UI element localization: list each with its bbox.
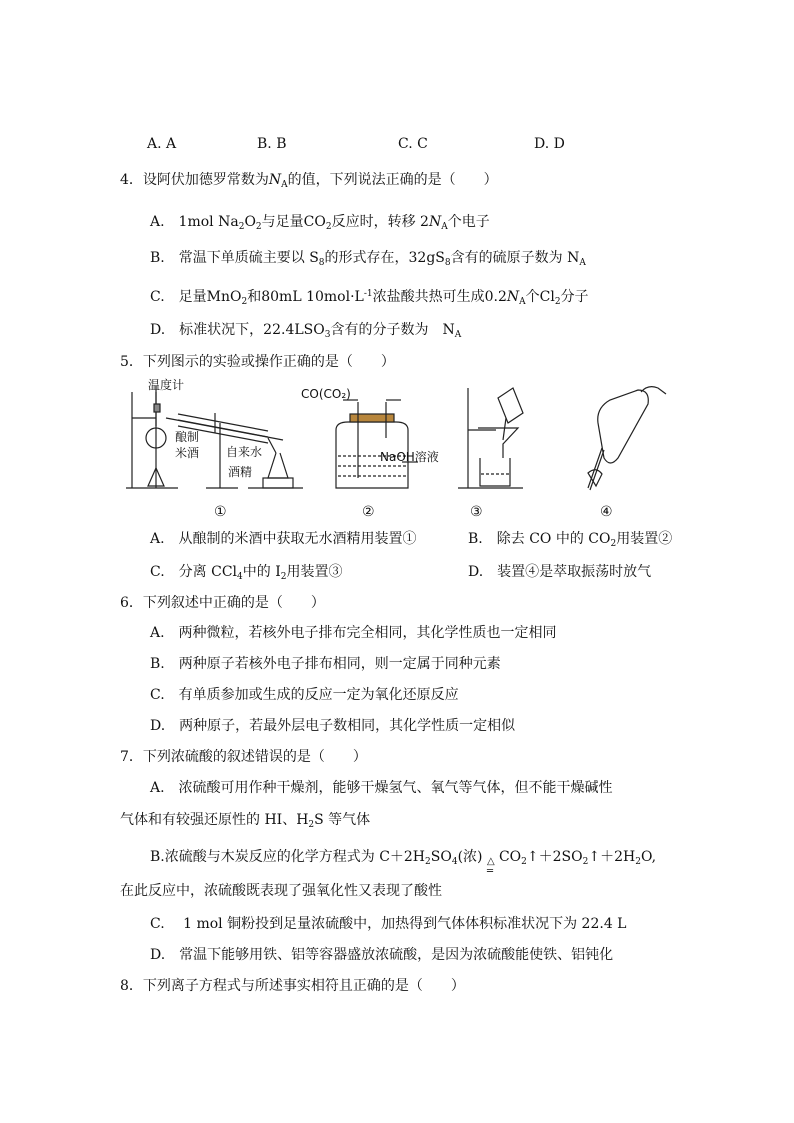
q4-option-d: D. 标准状况下，$22.4LSO_3$含有的分子数为 $N_A$: [150, 322, 462, 340]
q5-apparatus-figure: [118, 378, 688, 520]
label-fig-1: ①: [214, 504, 227, 520]
label-fig-4: ④: [600, 504, 613, 520]
q6-option-c: C. 有单质参加或生成的反应一定为氧化还原反应: [150, 687, 459, 703]
equals-symbol: ═: [486, 866, 493, 877]
q5-option-d: D. 装置④是萃取振荡时放气: [468, 564, 652, 580]
q6-option-b: B. 两种原子若核外电子排布相同，则一定属于同种元素: [150, 656, 501, 672]
label-gas: CO(CO₂): [301, 387, 351, 401]
label-ricewine-2: 米酒: [175, 446, 200, 460]
q3-option-c: C. C: [398, 136, 428, 152]
q4-option-a: A. 1mol $Na_2O_2$与足量$CO_2$反应时，转移 $2N_A$个电子: [150, 214, 490, 232]
q5-stem: 5．下列图示的实验或操作正确的是（ ）: [120, 354, 395, 370]
q4-option-c: C. 足量MnO$_2$和80mL $10mol\cdot L^{-1}$浓盐酸共热可生成$0.2N_A$个$Cl_2$分子: [150, 289, 589, 307]
label-fig-2: ②: [362, 504, 375, 520]
q7-option-b-line2: 在此反应中，浓硫酸既表现了强氧化性又表现了酸性: [120, 883, 442, 899]
q5-option-a: A. 从酿制的米酒中获取无水酒精用装置①: [150, 531, 417, 547]
q6-stem: 6．下列叙述中正确的是（ ）: [120, 595, 325, 611]
label-naoh: NaOH溶液: [380, 450, 439, 464]
q8-stem: 8．下列离子方程式与所述事实相符且正确的是（ ）: [120, 978, 465, 994]
label-tapwater: 自来水: [226, 445, 263, 459]
q6-option-a: A. 两种微粒，若核外电子排布完全相同，其化学性质也一定相同: [150, 625, 557, 641]
q7-option-a-line1: A. 浓硫酸可用作种干燥剂，能够干燥氢气、氧气等气体，但不能干燥碱性: [150, 780, 613, 796]
q7-option-b: B.浓硫酸与木炭反应的化学方程式为 $C+2H_2SO_4$(浓) △ ═ $CO_2↑+2SO_2↑+2H_2O$,: [150, 848, 656, 871]
label-alcohol: 酒精: [228, 465, 253, 479]
q3-option-b: B. B: [257, 136, 287, 152]
q7-option-c: C. 1 mol 铜粉投到足量浓硫酸中，加热得到气体体积标准状况下为 22.4 L: [150, 916, 627, 932]
filtration-apparatus: [458, 388, 523, 488]
q5-option-b: B. 除去 CO 中的 $CO_2$用装置②: [468, 531, 673, 549]
gas-washing-bottle: [336, 400, 418, 488]
q7-option-a-line2: 气体和有较强还原性的 HI、$H_2S$ 等气体: [120, 812, 371, 830]
q3-option-d: D. D: [534, 136, 565, 152]
q3-option-a: A. A: [147, 136, 177, 152]
label-ricewine-1: 酿制: [175, 430, 200, 444]
q7-stem: 7．下列浓硫酸的叙述错误的是（ ）: [120, 749, 367, 765]
label-thermometer: 温度计: [148, 378, 185, 392]
label-fig-3: ③: [470, 504, 483, 520]
q6-option-d: D. 两种原子，若最外层电子数相同，其化学性质一定相似: [150, 718, 516, 734]
q7-option-d: D. 常温下能够用铁、铝等容器盛放浓硫酸，是因为浓硫酸能使铁、铝钝化: [150, 947, 614, 963]
q5-option-c: C. 分离 CCl$_4$中的 $I_2$用装置③: [150, 564, 343, 582]
q4-stem: 4．设阿伏加德罗常数为$N_A$的值，下列说法正确的是（ ）: [120, 172, 498, 190]
separatory-funnel: [588, 387, 666, 490]
distillation-apparatus: [126, 386, 303, 488]
heat-symbol: △: [486, 856, 495, 867]
q4-option-b: B. 常温下单质硫主要以 $S_8$的形式存在，$32gS_8$含有的硫原子数为 $N_A$: [150, 250, 586, 268]
